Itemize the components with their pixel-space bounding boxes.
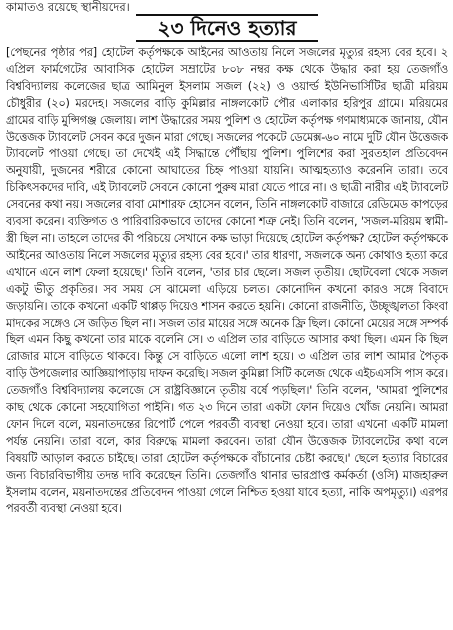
previous-article-fragment: কামাতও রয়েছে স্থানীয়দের। [6,0,130,14]
article-body: [পেছনের পৃষ্ঠার পর] হোটেল কর্তৃপক্ষকে আইনের আওতায় নিলে সজলের মৃত্যুর রহস্য বের হবে। ২ এপ্রিল ফার্মগেটের আবাসিক হোটেল সম্রাটের ৮০৮ নম্বর কক্ষ থেকে উদ্ধার করা হয় তেজগাঁও বিশ্ববিদ্যালয় কলেজের ছাত্র আমিনুল ইসলাম সজল (২২) ও ওয়ার্ল্ড ইউনিভার্সিটির ছাত্রী মরিয়ম চৌধুরীর (২০) মরদেহ। সজলের বাড়ি কুমিল্লার নাঙ্গলকোট পৌর এলাকার হরিপুর গ্রামে। মরিয়মের গ্রামের বাড়ি মুন্সিগঞ্জ জেলায়। লাশ উদ্ধারের সময় পুলিশ ও হোটেল কর্তৃপক্ষ গণমাধ্যমকে জানায়, যৌন উত্তেজক ট্যাবলেট সেবন করে দুজন মারা গেছে। সজলের পকেটে ডেমেক্স-৬০ নামে দুটি যৌন উত্তেজক ট্যাবলেট পাওয়া গেছে। তা দেখেই এই সিদ্ধান্তে পৌঁছায় পুলিশ। পুলিশের করা সুরতহাল প্রতিবেদন অনুযায়ী, দুজনের শরীরে কোনো আঘাতের চিহ্ন পাওয়া যায়নি। আত্মহত্যাও করেননি তারা। তবে চিকিৎসকদের দাবি, এই ট্যাবলেট সেবনে কোনো পুরুষ মারা যেতে পারে না। ও ছাত্রী নারীর এই ট্যাবলেট সেবনের কথা নয়। সজলের বাবা মোশারফ হোসেন বলেন, তিনি নাঙ্গলকোট বাজারে রেডিমেড কাপড়ের ব্যবসা করেন। ব্যক্তিগত ও পারিবারিকভাবে তাদের কোনো শত্রু নেই। তিনি বলেন, 'সজল-মরিয়ম স্বামী-স্ত্রী ছিল না। তাহলে তাদের কী পরিচয়ে সেখানে কক্ষ ভাড়া দিয়েছে হোটেল কর্তৃপক্ষ? হোটেল কর্তৃপক্ষকে আইনের আওতায় নিলে সজলের মৃত্যুর রহস্য বের হবে।' তার ধারণা, সজলকে অন্য কোথাও হত্যা করে এখানে এনে লাশ ফেলা হয়েছে।' তিনি বলেন, 'তার চার ছেলে। সজল তৃতীয়। ছোটবেলা থেকে সজল একটু ভীতু প্রকৃতির। সব সময় সে ঝামেলা এড়িয়ে চলত। কোনোদিন কখনো কারও সঙ্গে বিবাদে জড়ায়নি। তাকে কখনো একটি থাপ্পড় দিয়েও শাসন করতে হয়নি। কোনো রাজনীতি, উচ্ছৃঙ্খলতা কিংবা মাদকের সঙ্গেও সে জড়িত ছিল না। সজল তার মায়ের সঙ্গে অনেক ফ্রি ছিল। কোনো মেয়ের সঙ্গে সম্পর্ক ছিল এমন কিছু কখনো তার মাকে বলেনি সে। ৩ এপ্রিল তার বাড়িতে আসার কথা ছিল। এমন কি ছিল রোজার মাসে বাড়িতে থাকবে। কিন্তু সে বাড়িতে এলো লাশ হয়ে। ৩ এপ্রিল তার লাশ আমার পৈতৃক বাড়ি উপজেলার আজ্ঞিয়াপাড়ায় দাফন করেছি। সজল কুমিল্লা সিটি কলেজ থেকে এইচএসসি পাস করে। তেজগাঁও বিশ্ববিদ্যালয় কলেজে সে রাষ্ট্রবিজ্ঞানে তৃতীয় বর্ষে পড়ছিল।' তিনি বলেন, 'আমরা পুলিশের কাছ থেকে কোনো সহযোগিতা পাইনি। গত ২৩ দিনে তারা একটা ফোন দিয়েও খোঁজ নেয়নি। আমরা ফোন দিলে বলে, ময়নাতদন্তের রিপোর্ট পেলে পরবর্তী ব্যবস্থা নেওয়া হবে। তারা এখনো একটি মামলা পর্যন্ত নেয়নি। তারা বলে, কার বিরুদ্ধে মামলা করবেন। তারা যৌন উত্তেজক ট্যাবলেটের কথা বলে বিষয়টি আড়াল করতে চাইছে। তারা হোটেল কর্তৃপক্ষকে বাঁচানোর চেষ্টা করছে।' ছেলে হত্যার বিচারের জন্য বিচারবিভাগীয় তদন্ত দাবি করেছেন তিনি। তেজগাঁও থানার ভারপ্রাপ্ত কর্মকর্তা (ওসি) মাজহারুল ইসলাম বলেন, ময়নাতদন্তের প্রতিবেদন পাওয়া গেলে নিশ্চিত হওয়া যাবে হত্যা, নাকি অপমৃত্যু।) এরপর পরবর্তী ব্যবস্থা নেওয়া হবে। [6,46,448,516]
article-headline: ২৩ দিনেও হত্যার [136,14,318,42]
